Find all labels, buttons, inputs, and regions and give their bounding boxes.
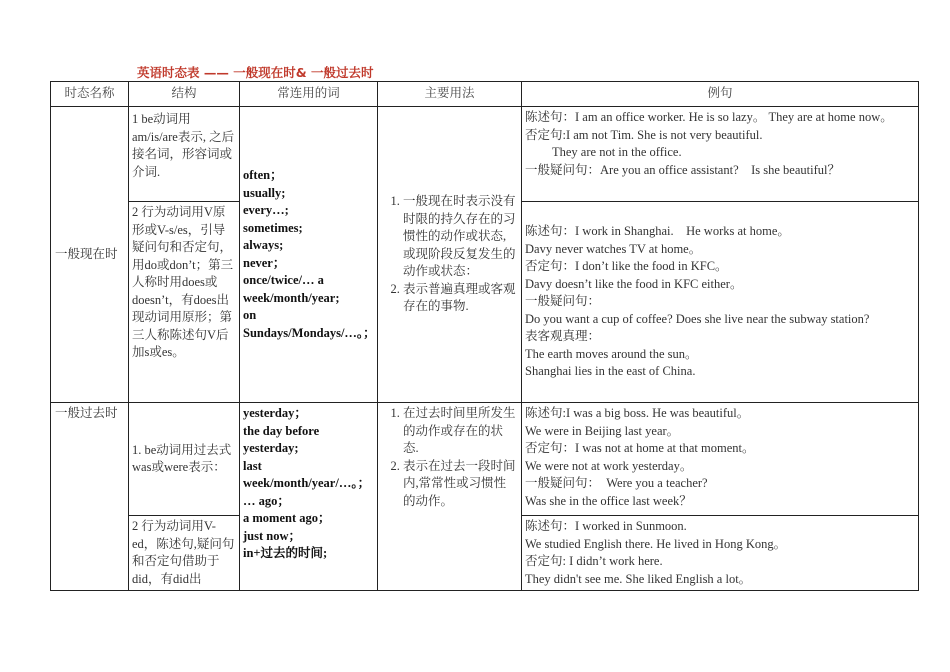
example-line: 否定句:I am not Tim. She is not very beautiful. xyxy=(525,127,763,142)
examples-cell xyxy=(522,516,919,591)
example-line: Davy doesn’t like the food in KFC either。 xyxy=(525,276,743,291)
example-line: Davy never watches TV at home。 xyxy=(525,241,702,256)
example-line: 一般疑问句： Were you a teacher? xyxy=(525,476,708,490)
tense-name-past: 一般过去时 xyxy=(51,403,129,591)
example-line: The earth moves around the sun。 xyxy=(525,346,698,361)
word-item: never； xyxy=(243,255,286,270)
usage-list xyxy=(381,405,518,510)
table-row xyxy=(51,403,919,516)
example-line: 陈述句：I am an office worker. He is so lazy。 They are at home now。 xyxy=(525,110,893,124)
example-line: 否定句: I didn’t work here. xyxy=(525,554,663,568)
examples-cell xyxy=(522,107,919,202)
usage-cell xyxy=(378,107,522,403)
word-item: yesterday； xyxy=(243,406,307,420)
header-examples: 例句 xyxy=(522,82,919,107)
word-item: always; xyxy=(243,238,284,252)
structure-cell xyxy=(129,516,240,591)
word-item: a moment ago； xyxy=(243,511,331,525)
word-item: once/twice/… a week/month/year; xyxy=(243,273,340,305)
table-row xyxy=(51,107,919,202)
structure-text: 2 行为动词用V原形或V-s/es，引导疑问句和否定句，用do或don’t；第三人称时用does或doesn’t，有does出现动词用原形；第三人称陈述句V后加s或es。 xyxy=(132,205,234,359)
example-line: 一般疑问句：Are you an office assistant? Is she beautiful？ xyxy=(525,162,840,177)
header-structure: 结构 xyxy=(129,82,240,107)
tense-table xyxy=(50,81,919,591)
header-common-words: 常连用的词 xyxy=(240,82,378,107)
example-line: We were not at work yesterday。 xyxy=(525,458,693,473)
example-line: Do you want a cup of coffee? Does she live near the subway station? xyxy=(525,311,870,326)
header-row xyxy=(51,82,919,107)
word-item: just now； xyxy=(243,528,301,543)
structure-cell xyxy=(129,403,240,516)
example-line: We were in Beijing last year。 xyxy=(525,423,680,438)
example-line: 否定句：I was not at home at that moment。 xyxy=(525,441,755,455)
example-line: 陈述句:I was a big boss. He was beautiful。 xyxy=(525,406,750,420)
word-item: usually; xyxy=(243,185,286,200)
common-words-cell xyxy=(240,107,378,403)
example-line: Shanghai lies in the east of China. xyxy=(525,364,696,379)
word-item: the day before yesterday; xyxy=(243,423,320,455)
usage-cell xyxy=(378,403,522,591)
structure-text: 1. be动词用过去式was或were表示： xyxy=(132,442,232,474)
example-line: They are not in the office. xyxy=(552,145,682,159)
usage-item: 1. 在过去时间里所发生的动作或存在的状态. xyxy=(403,405,518,458)
examples-cell xyxy=(522,403,919,516)
example-line: 陈述句：I work in Shanghai. He works at home。 xyxy=(525,224,790,239)
page-title: 英语时态表 —— 一般现在时& 一般过去时 xyxy=(137,65,374,80)
word-item: in+过去的时间; xyxy=(243,546,328,560)
word-item: sometimes; xyxy=(243,220,303,235)
examples-cell xyxy=(522,202,919,403)
example-line: We studied English there. He lived in Hong Kong。 xyxy=(525,536,787,551)
example-line: 陈述句：I worked in Sunmoon. xyxy=(525,519,687,533)
header-tense-name: 时态名称 xyxy=(51,82,129,107)
example-line: They didn't see me. She liked English a lot。 xyxy=(525,571,752,586)
usage-list xyxy=(381,193,518,316)
example-line: Was she in the office last week？ xyxy=(525,493,692,508)
common-words-cell xyxy=(240,403,378,591)
word-item: … ago； xyxy=(243,493,290,508)
word-item: on Sundays/Mondays/…。； xyxy=(243,308,376,340)
structure-cell xyxy=(129,107,240,202)
word-item: every…; xyxy=(243,203,289,217)
tense-name-present: 一般现在时 xyxy=(51,107,129,403)
usage-item: 2. 表示在过去一段时间内,常常性或习惯性的动作。 xyxy=(403,458,518,511)
word-item: last week/month/year/…。； xyxy=(243,458,371,490)
usage-item: 2. 表示普遍真理或客观存在的事物. xyxy=(403,281,518,316)
header-usage: 主要用法 xyxy=(378,82,522,107)
usage-item: 1. 一般现在时表示没有时限的持久存在的习惯性的动作或状态,或现阶段反复发生的动作或状态： xyxy=(403,193,518,281)
example-line: 否定句：I don’t like the food in KFC。 xyxy=(525,259,728,274)
structure-text: 2 行为动词用V-ed，陈述句,疑问句和否定句借助于did，有did出 xyxy=(132,519,235,586)
structure-text: 1 be动词用am/is/are表示, 之后接名词，形容词或介词. xyxy=(132,112,235,179)
structure-cell xyxy=(129,202,240,403)
example-line: 表客观真理： xyxy=(525,329,601,344)
example-line: 一般疑问句： xyxy=(525,294,601,309)
word-item: often； xyxy=(243,168,283,182)
